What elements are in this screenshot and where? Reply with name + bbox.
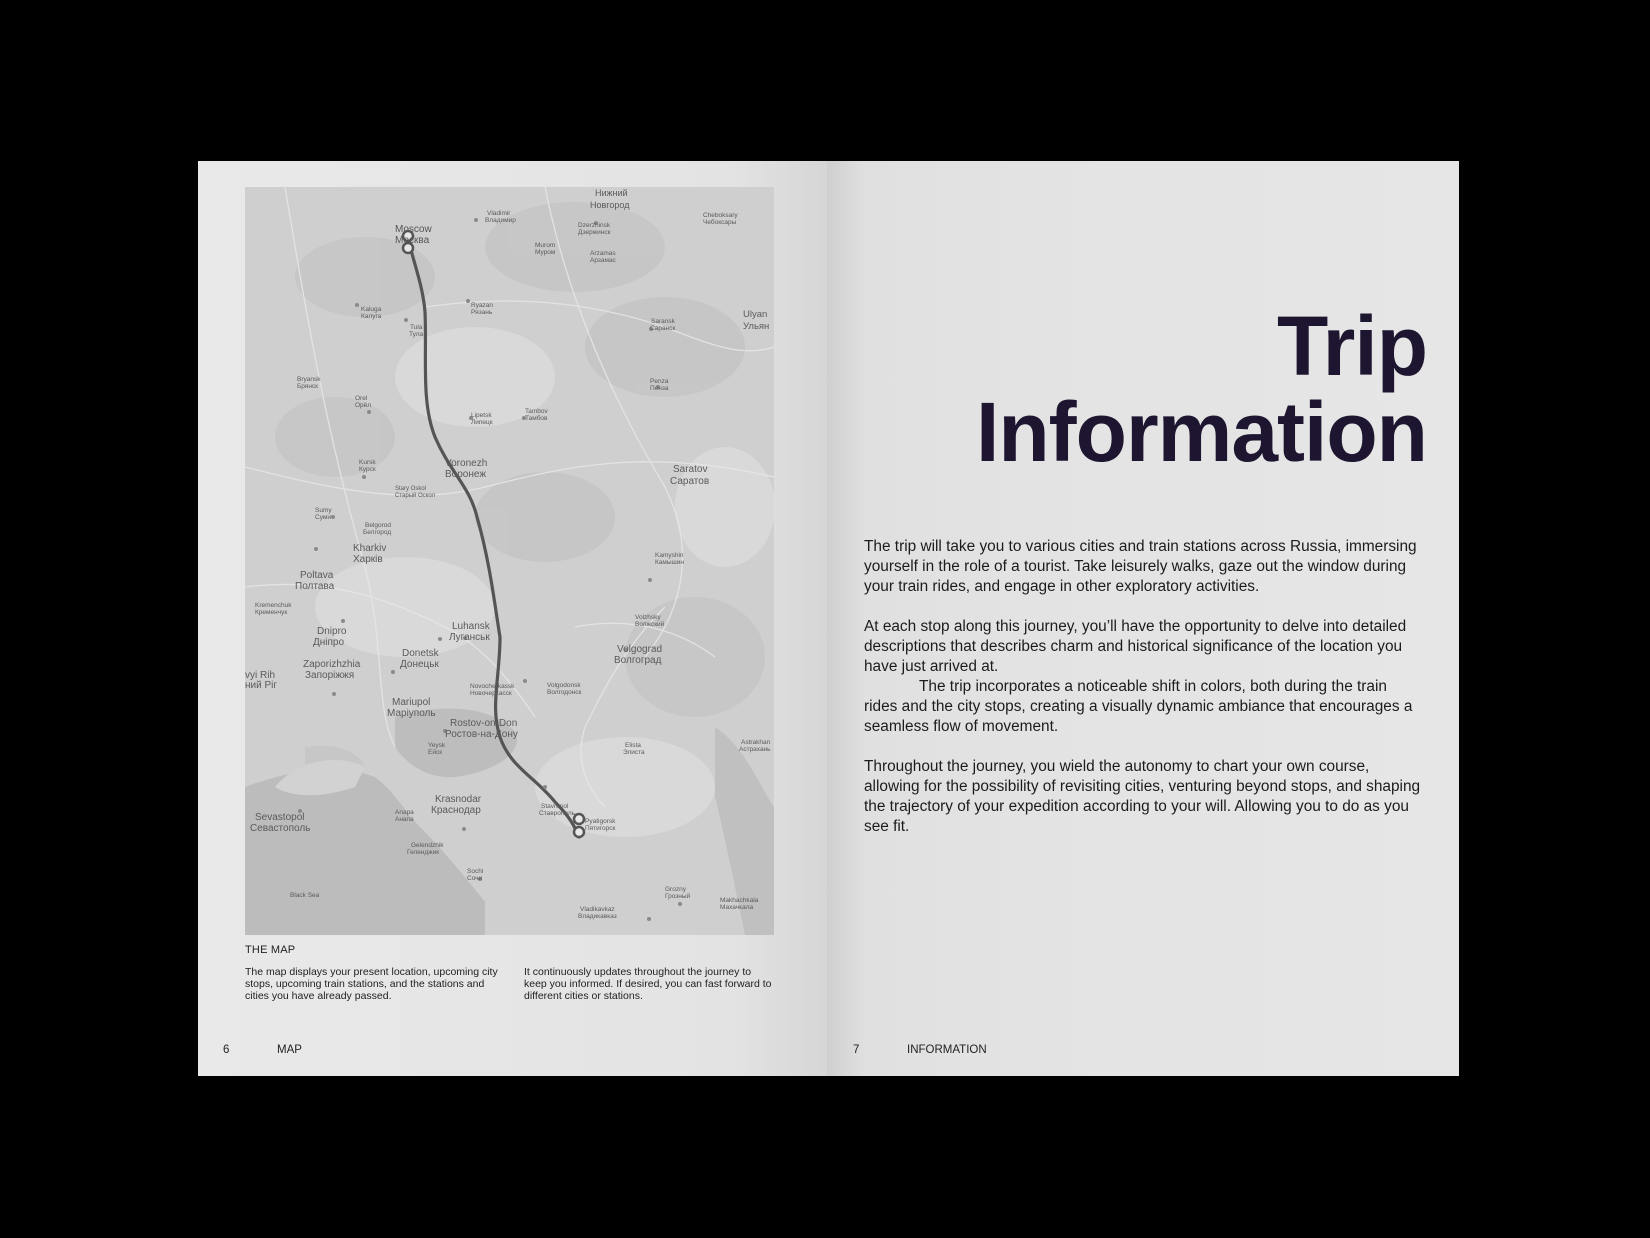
svg-text:Белгород: Белгород [363,529,392,536]
svg-text:Gelendzhik: Gelendzhik [411,842,444,849]
svg-text:Sumy: Sumy [315,507,332,514]
body-text [864,537,1424,837]
svg-text:Геленджик: Геленджик [407,849,440,856]
section-label-right: INFORMATION [907,1044,987,1056]
svg-text:Рязань: Рязань [471,309,493,316]
svg-text:Kamyshin: Kamyshin [655,552,684,559]
svg-text:vyi Rih: vyi Rih [245,670,276,681]
svg-text:Vladimir: Vladimir [487,210,511,217]
svg-text:Владикавказ: Владикавказ [578,913,617,920]
map-caption-text-2: It continuously updates throughout the journey to keep you informed. If desired, you can fast forward to different cities or stations. [524,966,772,1002]
svg-text:Новгород: Новгород [590,200,630,210]
svg-text:Kharkiv: Kharkiv [353,543,387,554]
svg-text:Полтава: Полтава [295,581,335,592]
svg-text:Чебоксары: Чебоксары [703,219,737,226]
page-number-right: 7 [853,1044,860,1056]
svg-text:Ростов-на-Дону: Ростов-на-Дону [445,729,518,740]
svg-text:Anapa: Anapa [395,809,414,816]
svg-text:Arzamas: Arzamas [590,250,616,257]
svg-text:Старый Оскол: Старый Оскол [395,493,436,499]
svg-text:Астрахань: Астрахань [739,746,771,753]
svg-text:Ульян: Ульян [743,321,770,332]
svg-text:Murom: Murom [535,242,556,249]
svg-text:Vladikavkaz: Vladikavkaz [580,906,615,913]
svg-text:Donetsk: Donetsk [402,648,439,659]
svg-text:Севастополь: Севастополь [250,823,311,834]
paragraph-1: The trip will take you to various cities and train stations across Russia, immersing yourself in the role of a tourist. Take leisurely walks, gaze out the window during your train rides, and engage in other exploratory activities. [864,538,1417,595]
svg-text:Stavropol: Stavropol [541,803,569,810]
svg-text:Тамбов: Тамбов [525,415,548,422]
svg-text:Penza: Penza [650,378,669,385]
svg-text:Ulyan: Ulyan [743,309,768,320]
svg-text:Lipetsk: Lipetsk [471,412,492,419]
svg-text:Тула: Тула [409,331,424,338]
destination-stop-marker [574,814,584,824]
right-page [827,161,1459,1076]
svg-text:Саранск: Саранск [650,325,676,332]
svg-text:Bryansk: Bryansk [297,376,321,383]
svg-text:Саратов: Саратов [670,476,710,487]
map-caption-text-1: The map displays your present location, upcoming city stops, upcoming train stations, and the stations and cities you have already passed. [245,966,498,1002]
svg-text:Донецьк: Донецьк [400,659,439,670]
left-page [198,161,827,1076]
svg-text:Belgorod: Belgorod [365,522,392,529]
svg-text:Харків: Харків [353,554,383,565]
svg-text:Yeysk: Yeysk [428,742,446,749]
svg-text:Sevastopol: Sevastopol [255,812,305,823]
svg-text:Луганськ: Луганськ [449,632,490,643]
svg-text:Дніпро: Дніпро [313,637,345,648]
svg-text:Dnipro: Dnipro [317,626,347,637]
map-caption-title: THE MAP [245,944,296,956]
page-title [867,299,1427,479]
svg-text:Saransk: Saransk [651,318,675,325]
svg-text:Владимир: Владимир [485,217,516,224]
svg-text:Грозный: Грозный [665,893,691,900]
svg-text:Black Sea: Black Sea [290,892,320,899]
svg-text:Волжский: Волжский [635,621,665,628]
svg-text:Cheboksary: Cheboksary [703,212,738,219]
svg-text:Сочи: Сочи [467,875,483,882]
svg-text:Орёл: Орёл [355,402,372,409]
svg-text:Stary Oskol: Stary Oskol [395,486,427,492]
svg-text:Krasnodar: Krasnodar [435,794,482,805]
svg-text:Volzhsky: Volzhsky [635,614,661,621]
svg-text:Брянск: Брянск [297,383,319,390]
svg-text:Маріуполь: Маріуполь [387,708,436,719]
svg-text:Elista: Elista [625,742,641,749]
svg-text:Волгоград: Волгоград [614,655,662,666]
svg-text:Rostov-on-Don: Rostov-on-Don [450,718,518,729]
svg-text:Липецк: Липецк [471,419,493,426]
paragraph-2: At each stop along this journey, you’ll have the opportunity to delve into detailed descriptions that describes charm and historical significance of the location you have just arrived at. [864,618,1407,675]
svg-text:Grozny: Grozny [665,886,686,893]
svg-text:Zaporizhzhia: Zaporizhzhia [303,659,361,670]
paragraph-4: Throughout the journey, you wield the autonomy to chart your own course, allowing for the possibility of revisiting cities, venturing beyond stops, and shaping the trajectory of your expedition according to your will. Allowing you to do as you see fit. [864,758,1421,835]
svg-text:Запоріжжя: Запоріжжя [305,670,355,681]
svg-text:Махачкала: Махачкала [720,904,754,911]
svg-text:Novocherkassk: Novocherkassk [470,683,515,690]
svg-text:Kaluga: Kaluga [361,306,382,313]
svg-text:Ставрополь: Ставрополь [539,810,576,817]
svg-text:Москва: Москва [395,235,430,246]
svg-text:Камышин: Камышин [655,559,684,566]
svg-text:Волгодонск: Волгодонск [547,689,582,696]
svg-text:Пенза: Пенза [650,385,669,392]
svg-text:Kursk: Kursk [359,459,376,466]
svg-text:ний Ріг: ний Ріг [245,680,278,691]
svg-text:Pyatigorsk: Pyatigorsk [585,818,616,825]
svg-text:Volgodonsk: Volgodonsk [547,682,581,689]
svg-text:Sochi: Sochi [467,868,484,875]
svg-text:Orel: Orel [355,395,368,402]
svg-text:Краснодар: Краснодар [431,805,481,816]
svg-text:Moscow: Moscow [395,224,432,235]
svg-text:Poltava: Poltava [300,570,334,581]
svg-text:Voronezh: Voronezh [445,458,488,469]
svg-text:Luhansk: Luhansk [452,621,490,632]
svg-text:Элиста: Элиста [623,749,645,756]
svg-text:Анапа: Анапа [395,816,414,823]
svg-text:Дзержинск: Дзержинск [578,229,611,236]
paragraph-3: The trip incorporates a noticeable shift in colors, both during the train rides and the city stops, creating a visually dynamic ambiance that encourages a seamless flow of movement. [864,678,1413,735]
title-line-1: Trip [1276,299,1427,393]
svg-text:Суми: Суми [315,514,331,521]
svg-text:Ryazan: Ryazan [471,302,494,309]
svg-text:Муром: Муром [535,249,556,256]
svg-text:Tambov: Tambov [525,408,548,415]
svg-text:Курск: Курск [359,466,376,473]
svg-text:Dzerzhinsk: Dzerzhinsk [578,222,611,229]
svg-text:Воронеж: Воронеж [445,469,487,480]
svg-text:Tula: Tula [410,324,423,331]
svg-text:Mariupol: Mariupol [392,697,431,708]
svg-text:Makhachkala: Makhachkala [720,897,759,904]
svg-text:Кременчук: Кременчук [255,609,288,616]
section-label-left: MAP [277,1044,302,1056]
route-map[interactable] [245,187,774,935]
page-number-left: 6 [223,1044,230,1056]
title-line-2: Information [976,385,1427,479]
map-graphic [245,187,774,935]
svg-text:Astrakhan: Astrakhan [741,739,771,746]
svg-text:Новочеркасск: Новочеркасск [470,690,512,697]
svg-text:Нижний: Нижний [595,188,628,198]
svg-text:Калуга: Калуга [361,313,382,320]
svg-text:Kremenchuk: Kremenchuk [255,602,292,609]
svg-text:Ейск: Ейск [428,749,443,756]
svg-text:Арзамас: Арзамас [590,257,616,264]
svg-text:Volgograd: Volgograd [617,644,663,655]
svg-text:Пятигорск: Пятигорск [585,825,616,832]
svg-text:Saratov: Saratov [673,464,708,475]
